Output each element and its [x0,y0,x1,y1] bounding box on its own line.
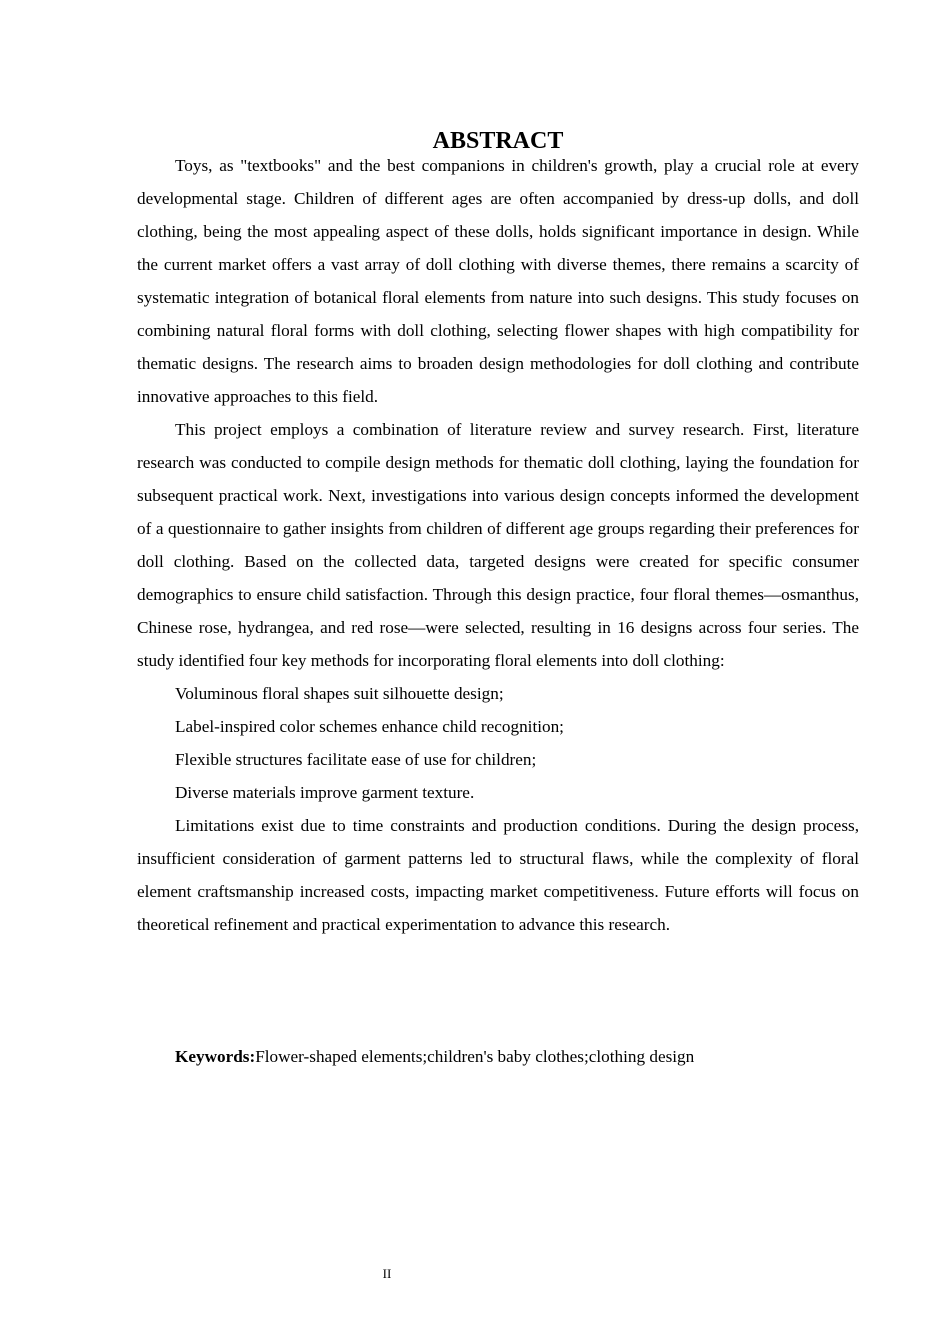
method-item: Voluminous floral shapes suit silhouette design; [175,684,504,703]
abstract-title: ABSTRACT [432,128,564,155]
keywords-label: Keywords: [175,1047,256,1066]
page-number: II [382,1266,392,1281]
abstract-body [137,149,859,941]
paragraph-introduction: Toys, as "textbooks" and the best companions in children's growth, play a crucial role at every developmental stage. Children of different ages are often accompanied by dress-up dolls, and doll clothing, being the most appealing aspect of these dolls, holds significant importance in design. While the current market offers a vast array of doll clothing with diverse themes, there remains a scarcity of systematic integration of botanical floral elements from nature into such designs. This study focuses on combining natural floral forms with doll clothing, selecting flower shapes with high compatibility for thematic designs. The research aims to broaden design methodologies for doll clothing and contribute innovative approaches to this field. [137,156,859,406]
method-item: Label-inspired color schemes enhance child recognition; [175,717,564,736]
paragraph-limitations: Limitations exist due to time constraints and production conditions. During the design process, insufficient consideration of garment patterns led to structural flaws, while the complexity of floral element craftsmanship increased costs, impacting market competitiveness. Future efforts will focus on theoretical refinement and practical experimentation to advance this research. [137,816,859,934]
paragraph-methodology: This project employs a combination of literature review and survey research. First, literature research was conducted to compile design methods for thematic doll clothing, laying the foundation for subsequent practical work. Next, investigations into various design concepts informed the development of a questionnaire to gather insights from children of different age groups regarding their preferences for doll clothing. Based on the collected data, targeted designs were created for specific consumer demographics to ensure child satisfaction. Through this design practice, four floral themes—osmanthus, Chinese rose, hydrangea, and red rose—were selected, resulting in 16 designs across four series. The study identified four key methods for incorporating floral elements into doll clothing: [137,420,859,670]
keywords-line [137,1040,859,1073]
method-item: Flexible structures facilitate ease of use for children; [175,750,537,769]
method-item: Diverse materials improve garment texture. [175,783,475,802]
keywords-text: Flower-shaped elements;children's baby clothes;clothing design [255,1047,695,1066]
